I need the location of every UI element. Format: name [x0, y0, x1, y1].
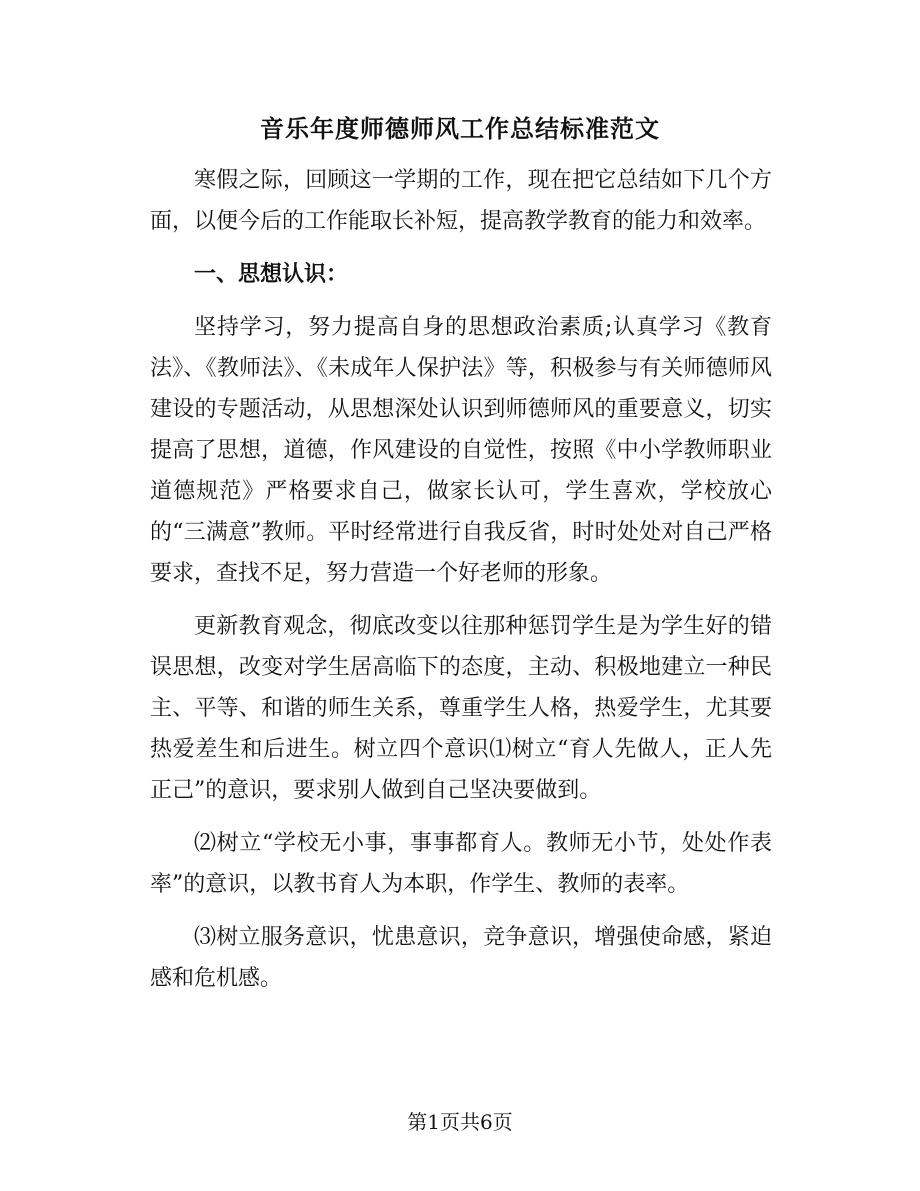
section-heading-thinking: 一、思想认识：: [194, 261, 349, 287]
document-body: [150, 160, 772, 1011]
body-paragraph: 更新教育观念，彻底改变以往那种惩罚学生是为学生好的错误思想，改变对学生居高临下的态度，主动、积极地建立一种民主、平等、和谐的师生关系，尊重学生人格，热爱学生，尤其要热爱差生和后进生。树立四个意识⑴树立“育人先做人，正人先正己”的意识，要求别人做到自己坚决要做到。: [150, 614, 772, 803]
body-paragraph: ⑵树立“学校无小事，事事都育人。教师无小节，处处作表率”的意识，以教书育人为本职，作学生、教师的表率。: [150, 831, 772, 897]
document-title: 音乐年度师德师风工作总结标准范文: [260, 114, 660, 143]
page-number-footer: 第1页共6页: [407, 1110, 513, 1134]
intro-paragraph: 寒假之际，回顾这一学期的工作，现在把它总结如下几个方面，以便今后的工作能取长补短，提高教学教育的能力和效率。: [150, 168, 772, 234]
body-paragraph: ⑶树立服务意识，忧患意识，竞争意识，增强使命感，紧迫感和危机感。: [150, 925, 772, 991]
body-paragraph: 坚持学习，努力提高自身的思想政治素质;认真学习《教育法》、《教师法》、《未成年人保护法》等，积极参与有关师德师风建设的专题活动，从思想深处认识到师德师风的重要意义，切实提高了思想，道德，作风建设的自觉性，按照《中小学教师职业道德规范》严格要求自己，做家长认可，学生喜欢，学校放心的“三满意”教师。平时经常进行自我反省，时时处处对自己严格要求，查找不足，努力营造一个好老师的形象。: [150, 315, 772, 586]
